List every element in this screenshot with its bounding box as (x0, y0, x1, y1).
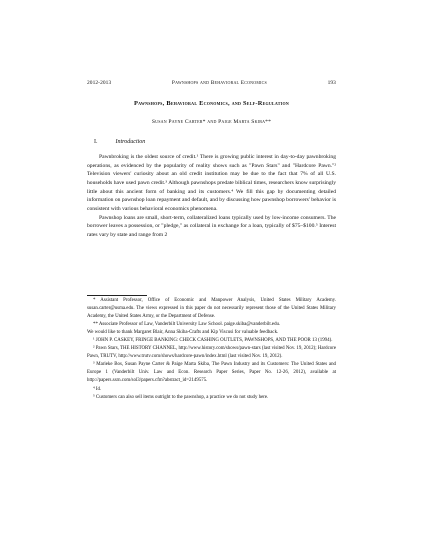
footnote: ¹ JOHN P. CASKEY, FRINGE BANKING: CHECK CASHING OUTLETS, PAWNSHOPS, AND THE POOR 13 (1994). (93, 338, 333, 344)
running-head-title: Pawnshops and Behavioral Economics (171, 80, 267, 86)
footnote: * Assistant Professor, Office of Economic and Manpower Analysis, United States Military Academy. susan.carter@usma.edu. The views expressed in this paper do not necessarily represent those of the United States Military Academy, the United States Army, or the Department of Defense. (87, 298, 336, 320)
article-title: Pawnshops, Behavioral Economics, and Self-Regulation (134, 100, 289, 107)
page-number: 193 (327, 80, 336, 86)
paragraph: Pawnshop loans are small, short-term, collateralized loans typically used by low-income consumers. The borrower leaves a possession, or "pledge," as collateral in exchange for a loan, typically of $75–$100.⁵ Interest rates vary by state and range from 2 (87, 214, 336, 238)
paragraph: Pawnbroking is the oldest source of credit.¹ There is growing public interest in day-to-day pawnbroking operations, as evidenced by the popularity of reality shows such as "Pawn Stars" and "Hardcore Pawn."² Television viewers' curiosity about an old credit institution may be due to the fact that 7% of all U.S. households have used pawn credit.³ Although pawnshops predate biblical times, researchers know surprisingly little about this ancient form of banking and its customers.⁴ We fill this gap by documenting detailed information on pawnshop loan repayment and default, and by discussing how pawnshop borrowers' behavior is consistent with various behavioral economics phenomena. (87, 154, 336, 212)
footnote: We would like to thank Margaret Blair, Anna Skiba-Crafts and Kip Viscusi for valuable feedback. (87, 330, 279, 336)
footnote: ⁵ Customers can also sell items outright to the pawnshop, a practice we do not study here. (93, 394, 269, 400)
section-heading (94, 139, 145, 145)
article-authors: Susan Payne Carter* and Paige Marta Skiba** (151, 119, 272, 125)
running-head-year: 2012-2013 (87, 80, 112, 86)
footnote: ** Associate Professor of Law, Vanderbilt University Law School. paige.skiba@vanderbilt.edu. (93, 322, 281, 328)
footnote: ³ Marieke Bos, Susan Payne Carter & Paige Marta Skiba, The Pawn Industry and its Customers: The United States and Europe 1 (Vanderbilt Univ. Law and Econ. Research Paper Series, Paper No. 12-26, 2012), available at http://papers.ssrn.com/sol3/papers.cfm?abstract_id=2149575. (87, 362, 336, 384)
footnote: ² Pawn Stars, THE HISTORY CHANNEL, http://www.history.com/shows/pawn-stars (last visited Nov. 19, 2012); Hardcore Pawn, TRUTV, http://www.trutv.com/shows/hardcore-pawn/index.html (last visited Nov. 19, 2012). (87, 346, 336, 360)
running-head (87, 80, 336, 86)
section-title: Introduction (115, 139, 146, 145)
footnote: ⁴ Id. (93, 386, 102, 392)
body-text (87, 153, 336, 240)
footnotes (87, 297, 336, 402)
section-number: I. (94, 139, 98, 145)
footnote-divider (87, 295, 147, 296)
